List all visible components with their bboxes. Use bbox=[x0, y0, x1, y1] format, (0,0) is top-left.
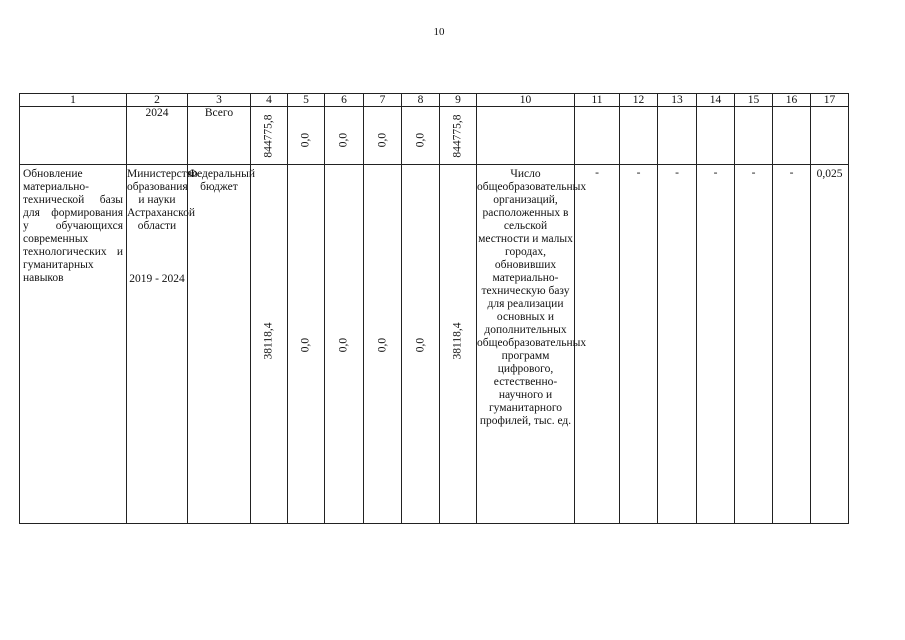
total-c6: 0,0 bbox=[337, 132, 350, 148]
col-header-15: 15 bbox=[735, 94, 773, 107]
col-header-11: 11 bbox=[575, 94, 620, 107]
total-c6-cell bbox=[325, 107, 364, 165]
col-header-10: 10 bbox=[477, 94, 575, 107]
total-c8: 0,0 bbox=[414, 132, 426, 148]
item-c7-cell bbox=[364, 165, 402, 524]
total-c17 bbox=[811, 107, 849, 165]
item-c15: - bbox=[735, 165, 773, 524]
item-c8-cell bbox=[402, 165, 440, 524]
item-c8: 0,0 bbox=[414, 337, 426, 353]
item-c4-cell bbox=[251, 165, 288, 524]
total-c13 bbox=[658, 107, 697, 165]
col-header-13: 13 bbox=[658, 94, 697, 107]
col-header-12: 12 bbox=[620, 94, 658, 107]
total-c7-cell bbox=[364, 107, 402, 165]
total-c4: 844775,8 bbox=[262, 114, 275, 158]
total-c11 bbox=[575, 107, 620, 165]
col-header-3: 3 bbox=[188, 94, 251, 107]
item-c14: - bbox=[697, 165, 735, 524]
item-indicator: Число общеобразовательных организаций, расположенных в сельской местности и малых городах, обновивших материально-техническую базу для реализации основных и дополнительных общеобразовательных программ цифрового, естественно-научного и гуманитарного профилей, тыс. ед. bbox=[477, 165, 575, 524]
total-c7: 0,0 bbox=[376, 132, 388, 148]
col-header-9: 9 bbox=[440, 94, 477, 107]
header-row bbox=[20, 94, 849, 107]
total-c10 bbox=[477, 107, 575, 165]
item-c6-cell bbox=[325, 165, 364, 524]
item-c7: 0,0 bbox=[376, 337, 388, 353]
item-c5: 0,0 bbox=[299, 337, 312, 353]
item-c12: - bbox=[620, 165, 658, 524]
total-c9-cell bbox=[440, 107, 477, 165]
total-c8-cell bbox=[402, 107, 440, 165]
item-c11: - bbox=[575, 165, 620, 524]
total-year: 2024 bbox=[127, 107, 188, 165]
col-header-5: 5 bbox=[288, 94, 325, 107]
col-header-6: 6 bbox=[325, 94, 364, 107]
total-c5-cell bbox=[288, 107, 325, 165]
total-c9: 844775,8 bbox=[451, 114, 464, 158]
item-executor: Министерство образования и науки Астраханской области bbox=[127, 168, 198, 232]
total-c5: 0,0 bbox=[299, 132, 312, 148]
total-c12 bbox=[620, 107, 658, 165]
item-period: 2019 - 2024 bbox=[129, 273, 185, 285]
item-c4: 38118,4 bbox=[262, 322, 275, 360]
col-header-8: 8 bbox=[402, 94, 440, 107]
col-header-2: 2 bbox=[127, 94, 188, 107]
col-header-1: 1 bbox=[20, 94, 127, 107]
page-number: 10 bbox=[433, 26, 445, 38]
total-source: Всего bbox=[188, 107, 251, 165]
col-header-17: 17 bbox=[811, 94, 849, 107]
total-c16 bbox=[773, 107, 811, 165]
item-c16: - bbox=[773, 165, 811, 524]
item-row bbox=[20, 165, 849, 524]
item-event: Обновление материально-технической базы для формирования у обучающихся современных технологических и гуманитарных навыков bbox=[20, 165, 127, 524]
col-header-14: 14 bbox=[697, 94, 735, 107]
total-c4-cell bbox=[251, 107, 288, 165]
item-c9-cell bbox=[440, 165, 477, 524]
col-header-4: 4 bbox=[251, 94, 288, 107]
item-c6: 0,0 bbox=[337, 337, 350, 353]
total-row bbox=[20, 107, 849, 165]
item-c9: 38118,4 bbox=[451, 322, 464, 360]
total-c14 bbox=[697, 107, 735, 165]
col-header-7: 7 bbox=[364, 94, 402, 107]
total-c15 bbox=[735, 107, 773, 165]
item-executor-cell bbox=[127, 165, 198, 524]
item-source: Федеральный бюджет bbox=[188, 165, 251, 524]
item-c17: 0,025 bbox=[811, 165, 849, 524]
item-c5-cell bbox=[288, 165, 325, 524]
total-event-cell bbox=[20, 107, 127, 165]
program-table bbox=[19, 93, 849, 524]
col-header-16: 16 bbox=[773, 94, 811, 107]
item-c13: - bbox=[658, 165, 697, 524]
